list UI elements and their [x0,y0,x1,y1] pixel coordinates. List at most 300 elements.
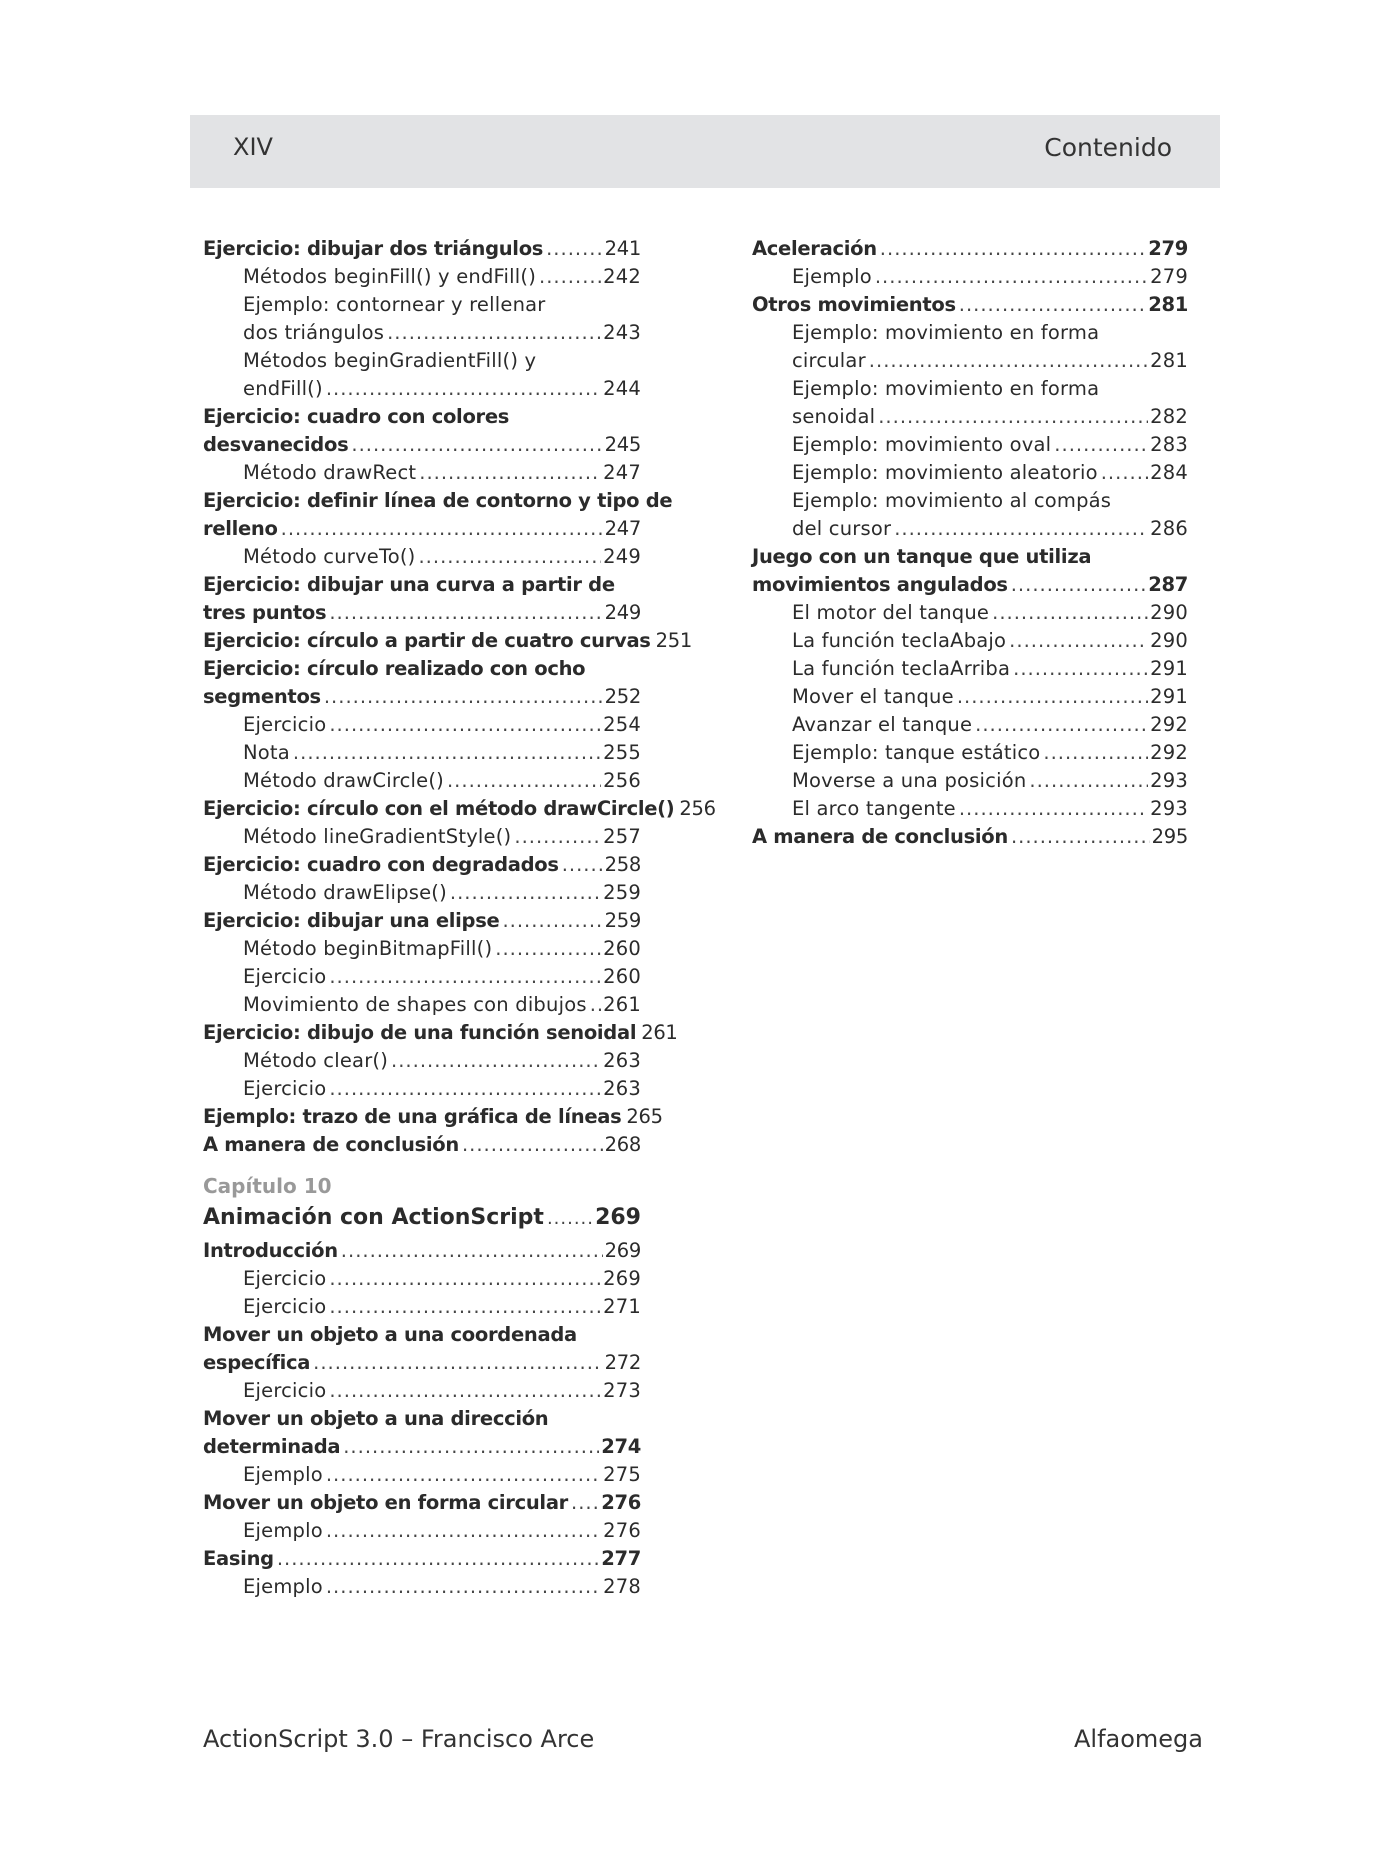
toc-entry[interactable] [203,1321,641,1377]
toc-entry-row [203,1489,641,1517]
toc-entry-row [792,655,1188,683]
toc-entry-row [203,1131,641,1159]
toc-entry-row [792,459,1188,487]
toc-entry-row [243,823,641,851]
dot-leader [326,1573,601,1601]
toc-entry[interactable] [752,291,1188,319]
toc-entry-page: 269 [603,1267,641,1290]
toc-entry-title: del cursor [792,517,892,540]
toc-entry-row [792,739,1188,767]
toc-entry-row [203,431,641,459]
toc-entry[interactable] [203,1047,641,1075]
toc-entry-row [203,599,641,627]
toc-entry-row [752,571,1188,599]
chapter-title-entry[interactable] [203,1201,641,1235]
toc-entry-title: Ejercicio [243,1267,327,1290]
toc-entry-title: Método clear() [243,1049,389,1072]
dot-leader [313,1349,603,1377]
dot-leader [514,823,601,851]
dot-leader [875,263,1148,291]
toc-entry[interactable] [752,543,1188,599]
toc-entry-page: 260 [603,965,641,988]
toc-entry-title: A manera de conclusión [203,1133,459,1156]
toc-entry-row [243,1573,641,1601]
toc-entry-title: A manera de conclusión [752,825,1008,848]
dot-leader [329,963,601,991]
toc-entry-page: 290 [1150,601,1188,624]
toc-right-column [752,235,1188,851]
toc-entry[interactable] [752,375,1188,431]
dot-leader [1011,571,1146,599]
toc-entry[interactable] [203,1075,641,1103]
toc-entry-row [243,963,641,991]
toc-entry-title: Ejercicio: dibujar dos triángulos [203,237,544,260]
dot-leader [391,1047,601,1075]
toc-entry[interactable] [203,1489,641,1517]
toc-entry[interactable] [203,1293,641,1321]
toc-entry-title-line: Ejemplo: movimiento al compás [792,489,1112,512]
toc-entry[interactable] [203,907,641,935]
toc-entry-title: senoidal [792,405,876,428]
toc-entry[interactable] [203,935,641,963]
dot-leader [546,235,603,263]
toc-entry-row [203,683,641,711]
toc-list-left [203,235,716,1159]
toc-entry-title: Movimiento de shapes con dibujos [243,993,587,1016]
dot-leader [959,795,1148,823]
toc-entry-row [203,1103,663,1131]
toc-entry-page: 284 [1150,461,1188,484]
toc-entry-page: 293 [1150,769,1188,792]
toc-entry-page: 258 [604,853,641,876]
toc-entry-page: 281 [1150,349,1188,372]
toc-entry-page: 247 [603,461,641,484]
dot-leader [447,767,601,795]
chapter-label: Capítulo 10 [203,1174,332,1198]
toc-entry-row [792,795,1188,823]
dot-leader [277,1545,599,1573]
dot-leader [1011,823,1150,851]
dot-leader [462,1131,603,1159]
toc-entry-title: Ejercicio: círculo con el método drawCircle() [203,797,675,820]
toc-entry-page: 265 [626,1105,663,1128]
toc-entry[interactable] [752,263,1188,291]
toc-entry-title: específica [203,1351,311,1374]
toc-entry-row [203,235,641,263]
toc-entry[interactable] [203,1237,641,1265]
toc-entry-title: Ejercicio [243,1295,327,1318]
toc-entry[interactable] [203,795,716,823]
toc-entry-title: segmentos [203,685,321,708]
toc-entry-title: Ejemplo [243,1463,323,1486]
toc-entry-title-line: Ejemplo: movimiento en forma [792,377,1100,400]
toc-entry-page: 263 [603,1077,641,1100]
toc-entry-page: 292 [1150,741,1188,764]
toc-entry-page: 275 [603,1463,641,1486]
toc-entry-page: 293 [1150,797,1188,820]
dot-leader [326,1461,601,1489]
toc-entry-title: Ejercicio [243,965,327,988]
toc-entry-title: Ejemplo [243,1575,323,1598]
toc-entry[interactable] [203,1019,678,1047]
toc-entry-title-line: Mover un objeto a una dirección [203,1407,549,1430]
toc-entry-row [243,1047,641,1075]
chapter-page: 269 [595,1205,641,1230]
dot-leader [326,1517,601,1545]
toc-entry-page: 281 [1148,293,1188,316]
toc-entry-title: Método lineGradientStyle() [243,825,512,848]
dot-leader [562,851,603,879]
toc-entry[interactable] [752,711,1188,739]
toc-entry-title: Aceleración [752,237,877,260]
toc-entry-title: desvanecidos [203,433,349,456]
dot-leader [418,543,601,571]
toc-entry-row [243,375,641,403]
toc-entry[interactable] [752,319,1188,375]
toc-entry[interactable] [752,767,1188,795]
toc-entry-page: 257 [603,825,641,848]
toc-entry[interactable] [203,291,641,347]
toc-entry[interactable] [203,879,641,907]
toc-entry-title: Ejercicio [243,1379,327,1402]
toc-entry-page: 276 [601,1491,641,1514]
toc-entry-page: 291 [1150,685,1188,708]
toc-entry-row [203,1545,641,1573]
toc-entry-title: determinada [203,1435,341,1458]
toc-entry-title: Ejemplo [243,1519,323,1542]
toc-entry[interactable] [752,683,1188,711]
dot-leader [329,1293,601,1321]
toc-entry-title: Ejercicio: cuadro con degradados [203,853,559,876]
toc-entry-page: 251 [655,629,692,652]
toc-entry-title: Método drawRect [243,461,417,484]
toc-entry[interactable] [203,1377,641,1405]
toc-entry-title: La función teclaAbajo [792,629,1007,652]
dot-leader [1013,655,1148,683]
dot-leader [329,1075,601,1103]
dot-leader [351,431,602,459]
toc-entry-page: 256 [603,769,641,792]
dot-leader [387,319,601,347]
toc-entry-title: Método drawElipse() [243,881,447,904]
dot-leader [959,291,1146,319]
toc-entry[interactable] [203,851,641,879]
toc-entry-page: 271 [603,1295,641,1318]
toc-entry-row [243,543,641,571]
toc-entry-row [243,991,641,1019]
toc-entry-row [203,1433,641,1461]
footer-publisher: Alfaomega [1073,1725,1203,1753]
toc-entry-page: 242 [603,265,641,288]
dot-leader [1029,767,1148,795]
toc-entry[interactable] [203,823,641,851]
toc-entry-page: 245 [604,433,641,456]
toc-entry-title: movimientos angulados [752,573,1008,596]
toc-entry-title: Método curveTo() [243,545,416,568]
toc-entry-row [752,235,1188,263]
toc-entry-title: Método drawCircle() [243,769,444,792]
toc-entry-page: 295 [1151,825,1188,848]
toc-entry[interactable] [203,739,641,767]
toc-entry-title: El arco tangente [792,797,956,820]
toc-entry-row [792,711,1188,739]
toc-entry-row [792,403,1188,431]
toc-entry-row [792,515,1188,543]
toc-entry-title-line: Ejemplo: contornear y rellenar [243,293,546,316]
toc-entry-page: 286 [1150,517,1188,540]
toc-entry-title: relleno [203,517,278,540]
toc-entry-page: 272 [604,1351,641,1374]
toc-entry-page: 260 [603,937,641,960]
dot-leader [343,1433,599,1461]
toc-entry[interactable] [203,263,641,291]
toc-entry-row [203,1349,641,1377]
toc-entry-row [792,627,1188,655]
toc-entry[interactable] [203,1517,641,1545]
toc-entry-row [243,1461,641,1489]
toc-entry-title: Ejemplo: movimiento aleatorio [792,461,1098,484]
toc-entry[interactable] [203,963,641,991]
dot-leader [329,599,602,627]
toc-entry[interactable] [203,627,692,655]
dot-leader [894,515,1148,543]
toc-entry-row [243,459,641,487]
toc-entry-title: dos triángulos [243,321,385,344]
toc-list-right [752,235,1188,851]
dot-leader [1054,431,1148,459]
toc-entry-row [752,823,1188,851]
toc-entry-row [792,683,1188,711]
toc-entry-title: tres puntos [203,601,327,624]
dot-leader [975,711,1148,739]
toc-entry[interactable] [752,487,1188,543]
toc-entry-page: 282 [1150,405,1188,428]
toc-entry-title: Ejemplo: movimiento oval [792,433,1052,456]
toc-entry[interactable] [203,1545,641,1573]
toc-entry-page: 269 [604,1239,641,1262]
toc-entry-page: 263 [603,1049,641,1072]
toc-entry-page: 259 [604,909,641,932]
toc-entry[interactable] [203,543,641,571]
toc-entry-title: Ejemplo: tanque estático [792,741,1041,764]
dot-leader [1101,459,1148,487]
dot-leader [293,739,601,767]
chapter-title: Animación con ActionScript [203,1205,544,1230]
toc-entry[interactable] [752,655,1188,683]
toc-entry-page: 255 [603,741,641,764]
toc-entry-row [792,767,1188,795]
toc-entry-title-line: Ejercicio: cuadro con colores [203,405,510,428]
toc-entry[interactable] [752,739,1188,767]
toc-entry-row [792,263,1188,291]
toc-entry-title: Mover un objeto en forma circular [203,1491,568,1514]
toc-entry-page: 291 [1150,657,1188,680]
toc-entry-page: 252 [604,685,641,708]
dot-leader [326,375,601,403]
dot-leader [502,907,602,935]
toc-entry-row [203,515,641,543]
toc-entry-row [203,795,716,823]
toc-entry-row [243,1517,641,1545]
toc-entry-title: Método beginBitmapFill() [243,937,493,960]
toc-entry-page: 254 [603,713,641,736]
toc-entry-row [243,1265,641,1293]
dot-leader [547,1202,593,1236]
toc-entry-title: Moverse a una posición [792,769,1027,792]
toc-entry-page: 243 [603,321,641,344]
dot-leader [341,1237,603,1265]
page-number: XIV [233,133,273,161]
toc-entry-row [243,767,641,795]
toc-entry-title: Ejercicio: dibujo de una función senoidal [203,1021,637,1044]
toc-entry-title: Nota [243,741,290,764]
dot-leader [1043,739,1148,767]
toc-entry-page: 273 [603,1379,641,1402]
toc-entry-page: 241 [604,237,641,260]
toc-entry-title: endFill() [243,377,323,400]
toc-entry-title: Avanzar el tanque [792,713,973,736]
toc-entry-page: 249 [604,601,641,624]
toc-entry-row [792,347,1188,375]
toc-entry[interactable] [752,795,1188,823]
toc-entry-title: Ejemplo [792,265,872,288]
toc-entry-title: Ejercicio: dibujar una elipse [203,909,500,932]
toc-entry[interactable] [203,767,641,795]
toc-entry[interactable] [203,235,641,263]
toc-entry[interactable] [203,1265,641,1293]
toc-entry[interactable] [203,1573,641,1601]
toc-entry-page: 276 [603,1519,641,1542]
toc-entry[interactable] [203,655,641,711]
dot-leader [880,235,1146,263]
toc-entry-page: 278 [603,1575,641,1598]
toc-entry-page: 277 [601,1547,641,1570]
toc-entry[interactable] [203,711,641,739]
toc-entry-title-line: Mover un objeto a una coordenada [203,1323,577,1346]
toc-entry-title: Ejercicio [243,1077,327,1100]
toc-entry-title: Introducción [203,1239,338,1262]
toc-entry-title-line: Métodos beginGradientFill() y [243,349,537,372]
toc-entry[interactable] [203,991,641,1019]
toc-entry[interactable] [203,1103,663,1131]
toc-entry-page: 244 [603,377,641,400]
dot-leader [329,1377,601,1405]
section-title: Contenido [1044,133,1172,162]
toc-entry-page: 279 [1150,265,1188,288]
toc-entry-page: 290 [1150,629,1188,652]
toc-list-chapter [203,1237,641,1601]
dot-leader [992,599,1148,627]
toc-entry[interactable] [752,459,1188,487]
toc-entry-page: 268 [604,1133,641,1156]
toc-entry-title-line: Ejercicio: definir línea de contorno y tipo de [203,489,673,512]
toc-entry[interactable] [752,599,1188,627]
dot-leader [590,991,601,1019]
dot-leader [419,459,601,487]
dot-leader [571,1489,599,1517]
toc-entry-row [243,1377,641,1405]
toc-left-column [203,235,716,1601]
toc-entry[interactable] [203,347,641,403]
dot-leader [324,683,603,711]
toc-entry-page: 283 [1150,433,1188,456]
toc-entry-row [243,935,641,963]
toc-entry-row [243,879,641,907]
toc-entry-title: Otros movimientos [752,293,956,316]
toc-entry-title: Métodos beginFill() y endFill() [243,265,536,288]
dot-leader [1009,627,1148,655]
toc-entry-page: 249 [603,545,641,568]
toc-entry-row [203,627,692,655]
toc-entry-row [243,1075,641,1103]
footer-book-title: ActionScript 3.0 – Francisco Arce [203,1725,595,1753]
toc-entry-row [243,319,641,347]
toc-entry-page: 259 [603,881,641,904]
toc-entry[interactable] [203,403,641,459]
dot-leader [539,263,601,291]
toc-entry[interactable] [203,1461,641,1489]
toc-entry[interactable] [203,459,641,487]
dot-leader [878,403,1148,431]
toc-entry-row [792,599,1188,627]
toc-entry[interactable] [752,823,1188,851]
toc-entry-page: 279 [1148,237,1188,260]
toc-entry-row [203,1019,678,1047]
toc-entry[interactable] [203,1405,641,1461]
toc-entry-page: 292 [1150,713,1188,736]
dot-leader [869,347,1148,375]
dot-leader [281,515,603,543]
toc-entry-row [243,1293,641,1321]
dot-leader [450,879,601,907]
toc-entry-row [203,907,641,935]
toc-entry-page: 287 [1148,573,1188,596]
toc-entry-title: Ejemplo: trazo de una gráfica de líneas [203,1105,622,1128]
toc-entry-title-line: Juego con un tanque que utiliza [752,545,1092,568]
toc-entry-title-line: Ejercicio: círculo realizado con ocho [203,657,586,680]
toc-entry-page: 247 [604,517,641,540]
toc-entry-row [243,711,641,739]
toc-entry-row [243,739,641,767]
toc-entry[interactable] [752,431,1188,459]
toc-entry-title-line: Ejemplo: movimiento en forma [792,321,1100,344]
dot-leader [329,711,601,739]
toc-entry[interactable] [752,627,1188,655]
dot-leader [329,1265,601,1293]
toc-entry[interactable] [203,1131,641,1159]
toc-entry-page: 261 [641,1021,678,1044]
toc-entry-title: Easing [203,1547,274,1570]
toc-entry-row [752,291,1188,319]
toc-entry-title: circular [792,349,866,372]
toc-entry-title: Ejercicio [243,713,327,736]
toc-entry-row [243,263,641,291]
toc-entry-page: 261 [603,993,641,1016]
toc-entry[interactable] [752,235,1188,263]
toc-entry-title-line: Ejercicio: dibujar una curva a partir de [203,573,615,596]
toc-entry-title: Mover el tanque [792,685,954,708]
toc-entry-title: Ejercicio: círculo a partir de cuatro curvas [203,629,651,652]
toc-entry-title: La función teclaArriba [792,657,1011,680]
dot-leader [957,683,1148,711]
toc-entry[interactable] [203,571,641,627]
toc-entry-row [792,431,1188,459]
running-header [190,115,1220,188]
toc-entry[interactable] [203,487,673,543]
toc-entry-row [203,851,641,879]
dot-leader [495,935,601,963]
toc-entry-title: El motor del tanque [792,601,990,624]
